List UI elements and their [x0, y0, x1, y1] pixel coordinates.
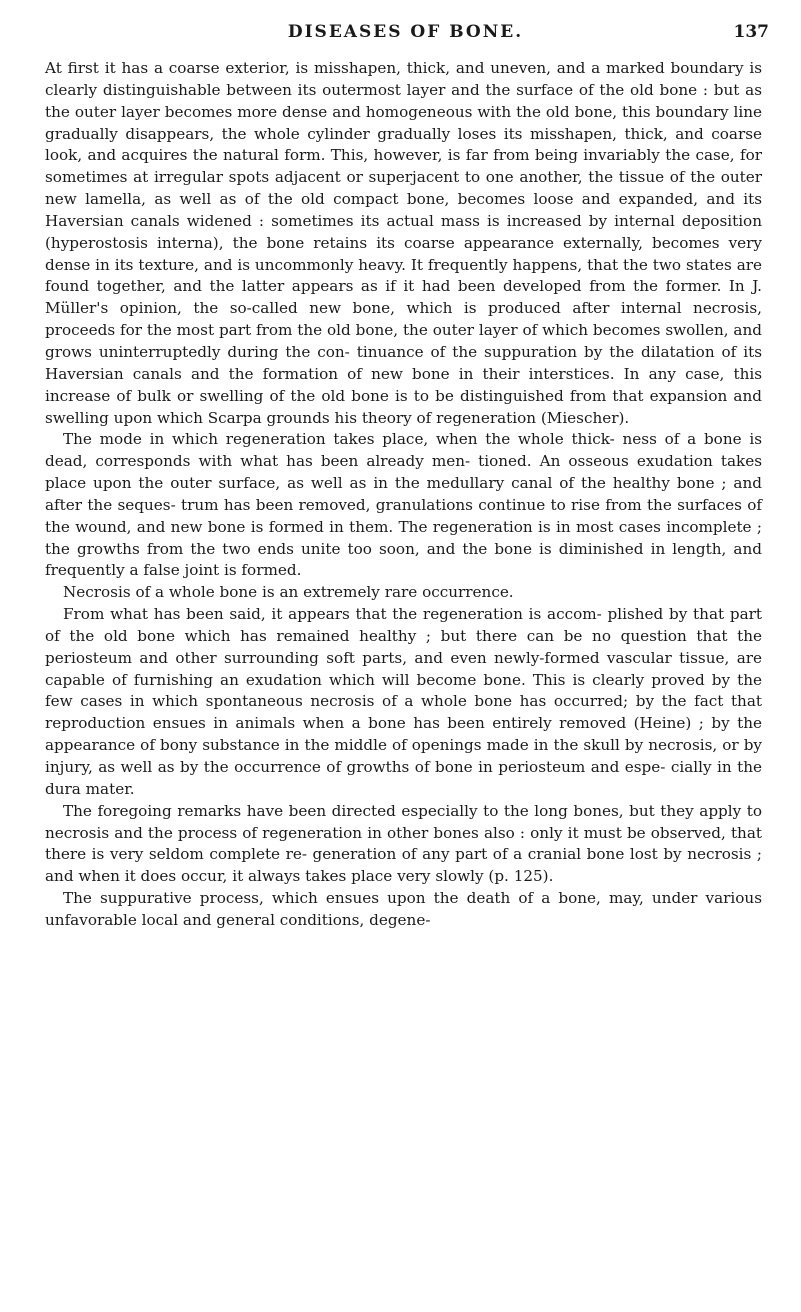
page-number: 137	[733, 22, 769, 42]
running-head	[40, 22, 771, 48]
paragraph: The suppurative process, which ensues upon the death of a bone, may, under various unfavorable local and general conditions, degene-	[45, 889, 762, 929]
paragraph: The foregoing remarks have been directed especially to the long bones, but they apply to necrosis and the process of regeneration in other bones also : only it must be observed, that there is very seldom complete re- generation of any part of a cranial bone lost by necrosis ; and when it does occur, it always takes place very slowly (p. 125).	[45, 801, 762, 886]
paragraph: Necrosis of a whole bone is an extremely rare occurrence.	[63, 583, 514, 602]
paragraph: The mode in which regeneration takes place, when the whole thick- ness of a bone is dead, corresponds with what has been already men- tioned. An osseous exudation takes place upon the outer surface, as well as in the medullary canal of the healthy bone ; and after the seques- trum has been removed, granulations continue to rise from the surfaces of the wound, and new bone is formed in them. The regeneration is in most cases incomplete ; the growths from the two ends unite too soon, and the bone is diminished in length, and frequently a false joint is formed.	[45, 430, 762, 580]
paragraph: From what has been said, it appears that the regeneration is accom- plished by that part of the old bone which has remained healthy ; but there can be no question that the periosteum and other surrounding soft parts, and even newly-formed vascular tissue, are capable of furnishing an exudation which will become bone. This is clearly proved by the few cases in which spontaneous necrosis of a whole bone has occurred; by the fact that reproduction ensues in animals when a bone has been entirely removed (Heine) ; by the appearance of bony substance in the middle of openings made in the skull by necrosis, or by injury, as well as by the occurrence of growths of bone in periosteum and espe- cially in the dura mater.	[45, 605, 762, 798]
body-text	[45, 58, 762, 932]
paragraph: At first it has a coarse exterior, is misshapen, thick, and uneven, and a marked boundary is clearly distinguishable between its outermost layer and the surface of the old bone : but as the outer layer becomes more dense and homogeneous with the old bone, this boundary line gradually disappears, the whole cylinder gradually loses its misshapen, thick, and coarse look, and acquires the natural form. This, however, is far from being invariably the case, for sometimes at irregular spots adjacent or superjacent to one another, the tissue of the outer new lamella, as well as of the old compact bone, becomes loose and expanded, and its Haversian canals widened : sometimes its actual mass is increased by internal deposition (hyperostosis interna), the bone retains its coarse appearance externally, becomes very dense in its texture, and is uncommonly heavy. It frequently happens, that the two states are found together, and the latter appears as if it had been developed from the former. In J. Müller's opinion, the so-called new bone, which is produced after internal necrosis, proceeds for the most part from the old bone, the outer layer of which becomes swollen, and grows uninterruptedly during the con- tinuance of the suppuration by the dilatation of its Haversian canals and the formation of new bone in their interstices. In any case, this increase of bulk or swelling of the old bone is to be distinguished from that expansion and swelling upon which Scarpa grounds his theory of regeneration (Miescher).	[45, 59, 762, 427]
running-title: DISEASES OF BONE.	[287, 22, 524, 42]
